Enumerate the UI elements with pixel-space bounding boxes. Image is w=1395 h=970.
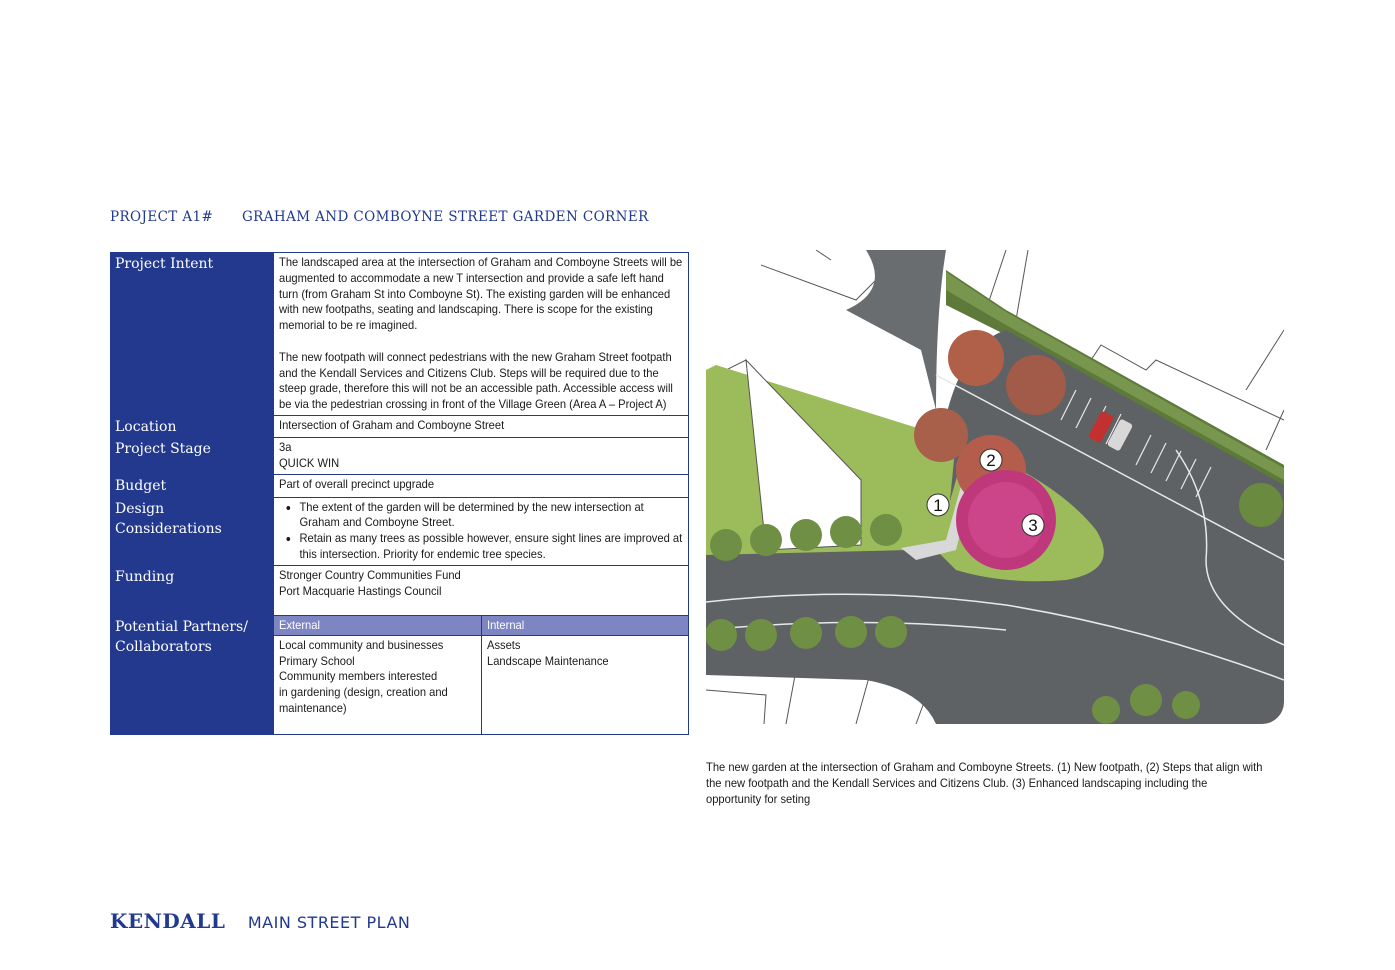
- location-label: Location: [111, 415, 274, 438]
- footer-doc-title: MAIN STREET PLAN: [247, 913, 411, 932]
- intent-label: Project Intent: [111, 253, 274, 416]
- site-plan-illustration: [706, 250, 1284, 724]
- partners-value: [274, 615, 689, 734]
- stage-label: Project Stage: [111, 438, 274, 475]
- site-plan: [706, 250, 1284, 724]
- funding-label: Funding: [111, 565, 274, 615]
- partners-label: Potential Partners/ Collaborators: [111, 615, 274, 734]
- budget-value: Part of overall precinct upgrade: [274, 475, 689, 498]
- plan-caption: The new garden at the intersection of Graham and Comboyne Streets. (1) New footpath, (2) Steps that align with the new footpath and the Kendall Services and Citizens Club. (3) Enhanced landscaping including the opportunity for seting: [706, 760, 1263, 806]
- intent-paragraph-1: The landscaped area at the intersection of Graham and Comboyne Streets will be augmented to accommodate a new T intersection and provide a safe left hand turn (from Graham St into Comboyne St). The existing garden will be enhanced with new footpaths, seating and landscaping. There is scope for the existing memorial to be re imagined.: [279, 255, 683, 333]
- stage-value: 3a QUICK WIN: [274, 438, 689, 475]
- intent-paragraph-2: The new footpath will connect pedestrians with the new Graham Street footpath and the Kendall Services and Citizens Club. Steps will be required due to the steep grade, therefore this will not be an accessible path. Accessible access will be via the pedestrian crossing in front of the Village Green (Area A – Project A): [279, 349, 673, 412]
- design-value: [274, 497, 689, 565]
- funding-value: Stronger Country Communities Fund Port Macquarie Hastings Council: [274, 565, 689, 615]
- external-header: External: [274, 616, 481, 636]
- marker-1: 1: [933, 496, 943, 515]
- internal-list: Assets Landscape Maintenance: [486, 637, 609, 668]
- marker-2: 2: [986, 451, 996, 470]
- location-value: Intersection of Graham and Comboyne Street: [274, 415, 689, 438]
- internal-header: Internal: [481, 616, 688, 636]
- footer-brand: KENDALL: [110, 909, 226, 933]
- marker-3: 3: [1028, 516, 1038, 535]
- project-code: PROJECT A1#: [110, 209, 214, 225]
- project-title: GRAHAM AND COMBOYNE STREET GARDEN CORNER: [242, 209, 649, 225]
- partners-table: [274, 616, 688, 734]
- external-list: Local community and businesses Primary School Community members interested in gardening (design, creation and maintenance): [274, 635, 481, 734]
- design-bullet: • The extent of the garden will be determined by the new intersection at Graham and Comboyne Street.: [299, 500, 683, 532]
- footer: [110, 909, 410, 933]
- intent-value: [274, 253, 689, 416]
- design-bullet: • Retain as many trees as possible however, ensure sight lines are improved at this intersection. Priority for endemic tree species.: [299, 531, 683, 563]
- project-info-table: [110, 252, 689, 735]
- project-heading: [110, 209, 649, 225]
- budget-label: Budget: [111, 475, 274, 498]
- design-label: Design Considerations: [111, 497, 274, 565]
